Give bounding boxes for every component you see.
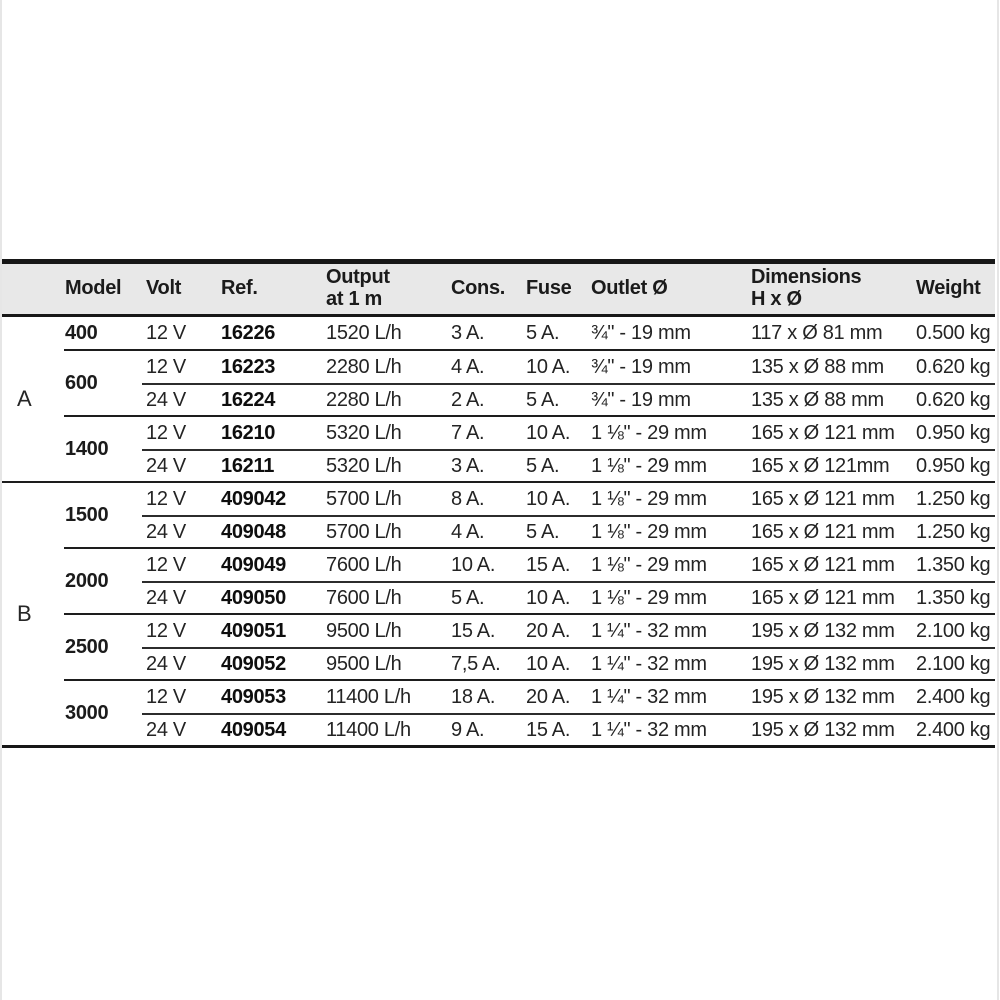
table-row <box>142 515 995 547</box>
cell-volt: 24 V <box>146 520 186 543</box>
cell-weight: 1.250 kg <box>916 520 991 543</box>
cell-fuse: 10 A. <box>526 586 571 609</box>
cell-volt: 24 V <box>146 586 186 609</box>
cell-dims: 135 x Ø 88 mm <box>751 355 884 378</box>
col-header-label: Dimensions <box>751 266 862 289</box>
table-row <box>142 351 995 383</box>
cell-ref: 409053 <box>221 685 286 708</box>
cell-dims: 165 x Ø 121 mm <box>751 487 895 510</box>
cell-volt: 12 V <box>146 619 186 642</box>
cell-weight: 2.100 kg <box>916 619 991 642</box>
cell-weight: 2.400 kg <box>916 718 991 741</box>
cell-fuse: 5 A. <box>526 321 560 344</box>
cell-ref: 16210 <box>221 421 276 444</box>
cell-outlet: 1 ⅛" - 29 mm <box>591 421 707 444</box>
cell-dims: 195 x Ø 132 mm <box>751 652 895 675</box>
table-row <box>142 449 995 481</box>
cell-dims: 135 x Ø 88 mm <box>751 388 884 411</box>
model-rows <box>142 351 995 415</box>
cell-weight: 0.950 kg <box>916 421 991 444</box>
cell-volt: 12 V <box>146 553 186 576</box>
cell-weight: 1.350 kg <box>916 586 991 609</box>
cell-ref: 409051 <box>221 619 286 642</box>
cell-outlet: 1 ⅛" - 29 mm <box>591 520 707 543</box>
table-body <box>2 317 995 748</box>
table-row <box>142 483 995 515</box>
cell-cons: 10 A. <box>451 553 496 576</box>
cell-fuse: 5 A. <box>526 454 560 477</box>
model-group <box>2 317 995 481</box>
col-header-volt <box>142 264 217 314</box>
col-header-label: Volt <box>146 277 182 300</box>
cell-fuse: 20 A. <box>526 619 571 642</box>
table-row <box>142 317 995 349</box>
cell-cons: 4 A. <box>451 520 485 543</box>
cell-dims: 165 x Ø 121 mm <box>751 421 895 444</box>
cell-weight: 2.100 kg <box>916 652 991 675</box>
cell-fuse: 10 A. <box>526 652 571 675</box>
table-row <box>142 549 995 581</box>
cell-weight: 1.250 kg <box>916 487 991 510</box>
cell-fuse: 10 A. <box>526 487 571 510</box>
model-block <box>64 547 995 613</box>
model-block <box>64 483 995 547</box>
cell-outlet: 1 ⅛" - 29 mm <box>591 553 707 576</box>
cell-fuse: 10 A. <box>526 355 571 378</box>
cell-cons: 18 A. <box>451 685 496 708</box>
col-header-label: Model <box>65 277 122 300</box>
col-header-label: Fuse <box>526 277 572 300</box>
cell-cons: 5 A. <box>451 586 485 609</box>
cell-volt: 24 V <box>146 652 186 675</box>
cell-outlet: ¾" - 19 mm <box>591 355 691 378</box>
model-block <box>64 613 995 679</box>
cell-cons: 4 A. <box>451 355 485 378</box>
cell-outlet: 1 ¼" - 32 mm <box>591 685 707 708</box>
cell-outlet: ¾" - 19 mm <box>591 388 691 411</box>
cell-volt: 24 V <box>146 718 186 741</box>
col-header-model <box>64 264 142 314</box>
model-label: 1400 <box>65 437 109 460</box>
cell-outlet: 1 ⅛" - 29 mm <box>591 586 707 609</box>
col-header-label: Cons. <box>451 277 506 300</box>
col-header-cons <box>447 264 522 314</box>
cell-volt: 24 V <box>146 388 186 411</box>
cell-weight: 0.620 kg <box>916 355 991 378</box>
cell-cons: 15 A. <box>451 619 496 642</box>
cell-cons: 7 A. <box>451 421 485 444</box>
cell-cons: 2 A. <box>451 388 485 411</box>
model-rows <box>142 317 995 349</box>
col-header-label-line2: H x Ø <box>751 288 802 310</box>
cell-weight: 0.950 kg <box>916 454 991 477</box>
cell-outlet: ¾" - 19 mm <box>591 321 691 344</box>
col-header-label: Weight <box>916 277 981 300</box>
cell-dims: 165 x Ø 121 mm <box>751 520 895 543</box>
table-row <box>142 417 995 449</box>
model-rows <box>142 417 995 481</box>
cell-ref: 409052 <box>221 652 286 675</box>
cell-volt: 12 V <box>146 355 186 378</box>
cell-outlet: 1 ¼" - 32 mm <box>591 718 707 741</box>
cell-dims: 117 x Ø 81 mm <box>751 321 883 344</box>
cell-volt: 12 V <box>146 487 186 510</box>
cell-fuse: 5 A. <box>526 520 560 543</box>
cell-dims: 195 x Ø 132 mm <box>751 718 895 741</box>
table-row <box>142 615 995 647</box>
model-label: 400 <box>65 321 98 344</box>
cell-cons: 3 A. <box>451 321 485 344</box>
model-label: 1500 <box>65 503 109 526</box>
cell-outlet: 1 ¼" - 32 mm <box>591 652 707 675</box>
cell-output: 11400 L/h <box>326 685 411 708</box>
model-label: 2000 <box>65 569 109 592</box>
model-label: 600 <box>65 371 98 394</box>
cell-output: 11400 L/h <box>326 718 411 741</box>
cell-fuse: 10 A. <box>526 421 571 444</box>
cell-output: 5700 L/h <box>326 487 402 510</box>
model-rows <box>142 681 995 745</box>
cell-ref: 409050 <box>221 586 286 609</box>
model-block <box>64 679 995 745</box>
model-block <box>64 415 995 481</box>
model-group <box>2 481 995 745</box>
spec-table <box>2 259 995 748</box>
cell-output: 9500 L/h <box>326 652 402 675</box>
model-block <box>64 349 995 415</box>
col-header-label: Ref. <box>221 277 258 300</box>
cell-fuse: 20 A. <box>526 685 571 708</box>
col-header-dimensions <box>747 264 912 314</box>
cell-output: 9500 L/h <box>326 619 402 642</box>
cell-dims: 165 x Ø 121 mm <box>751 553 895 576</box>
cell-volt: 24 V <box>146 454 186 477</box>
cell-outlet: 1 ⅛" - 29 mm <box>591 454 707 477</box>
model-label: 3000 <box>65 701 109 724</box>
table-header <box>2 264 995 317</box>
cell-volt: 12 V <box>146 321 186 344</box>
table-row <box>142 383 995 415</box>
cell-cons: 9 A. <box>451 718 485 741</box>
model-rows <box>142 549 995 613</box>
cell-ref: 409054 <box>221 718 286 741</box>
col-header-group <box>2 264 64 314</box>
cell-cons: 7,5 A. <box>451 652 501 675</box>
col-header-label-line2: at 1 m <box>326 288 383 310</box>
cell-weight: 0.500 kg <box>916 321 991 344</box>
cell-ref: 409049 <box>221 553 286 576</box>
cell-ref: 16226 <box>221 321 276 344</box>
col-header-label: Outlet Ø <box>591 277 668 300</box>
cell-dims: 195 x Ø 132 mm <box>751 619 895 642</box>
cell-output: 7600 L/h <box>326 586 402 609</box>
cell-dims: 195 x Ø 132 mm <box>751 685 895 708</box>
cell-volt: 12 V <box>146 685 186 708</box>
page-edge-right <box>997 0 999 1000</box>
cell-output: 2280 L/h <box>326 355 402 378</box>
cell-cons: 3 A. <box>451 454 485 477</box>
cell-outlet: 1 ¼" - 32 mm <box>591 619 707 642</box>
table-row <box>142 581 995 613</box>
cell-outlet: 1 ⅛" - 29 mm <box>591 487 707 510</box>
cell-output: 2280 L/h <box>326 388 402 411</box>
cell-weight: 2.400 kg <box>916 685 991 708</box>
cell-fuse: 15 A. <box>526 718 571 741</box>
table-row <box>142 647 995 679</box>
col-header-label: Output <box>326 266 390 289</box>
cell-output: 5320 L/h <box>326 421 402 444</box>
cell-ref: 16224 <box>221 388 276 411</box>
cell-weight: 0.620 kg <box>916 388 991 411</box>
model-block <box>64 317 995 349</box>
col-header-output <box>322 264 447 314</box>
cell-output: 5700 L/h <box>326 520 402 543</box>
model-label: 2500 <box>65 635 109 658</box>
cell-ref: 16211 <box>221 454 275 477</box>
group-label: A <box>17 386 32 411</box>
group-models <box>64 317 995 481</box>
cell-output: 7600 L/h <box>326 553 402 576</box>
col-header-fuse <box>522 264 587 314</box>
table-row <box>142 681 995 713</box>
cell-weight: 1.350 kg <box>916 553 991 576</box>
cell-volt: 12 V <box>146 421 186 444</box>
cell-cons: 8 A. <box>451 487 485 510</box>
col-header-outlet <box>587 264 747 314</box>
group-label: B <box>17 601 32 626</box>
table-row <box>142 713 995 745</box>
cell-fuse: 15 A. <box>526 553 571 576</box>
cell-ref: 409042 <box>221 487 286 510</box>
cell-dims: 165 x Ø 121mm <box>751 454 890 477</box>
model-rows <box>142 615 995 679</box>
col-header-ref <box>217 264 322 314</box>
cell-ref: 409048 <box>221 520 286 543</box>
cell-dims: 165 x Ø 121 mm <box>751 586 895 609</box>
cell-output: 1520 L/h <box>326 321 402 344</box>
cell-fuse: 5 A. <box>526 388 560 411</box>
cell-ref: 16223 <box>221 355 276 378</box>
col-header-weight <box>912 264 995 314</box>
cell-output: 5320 L/h <box>326 454 402 477</box>
group-models <box>64 483 995 745</box>
model-rows <box>142 483 995 547</box>
